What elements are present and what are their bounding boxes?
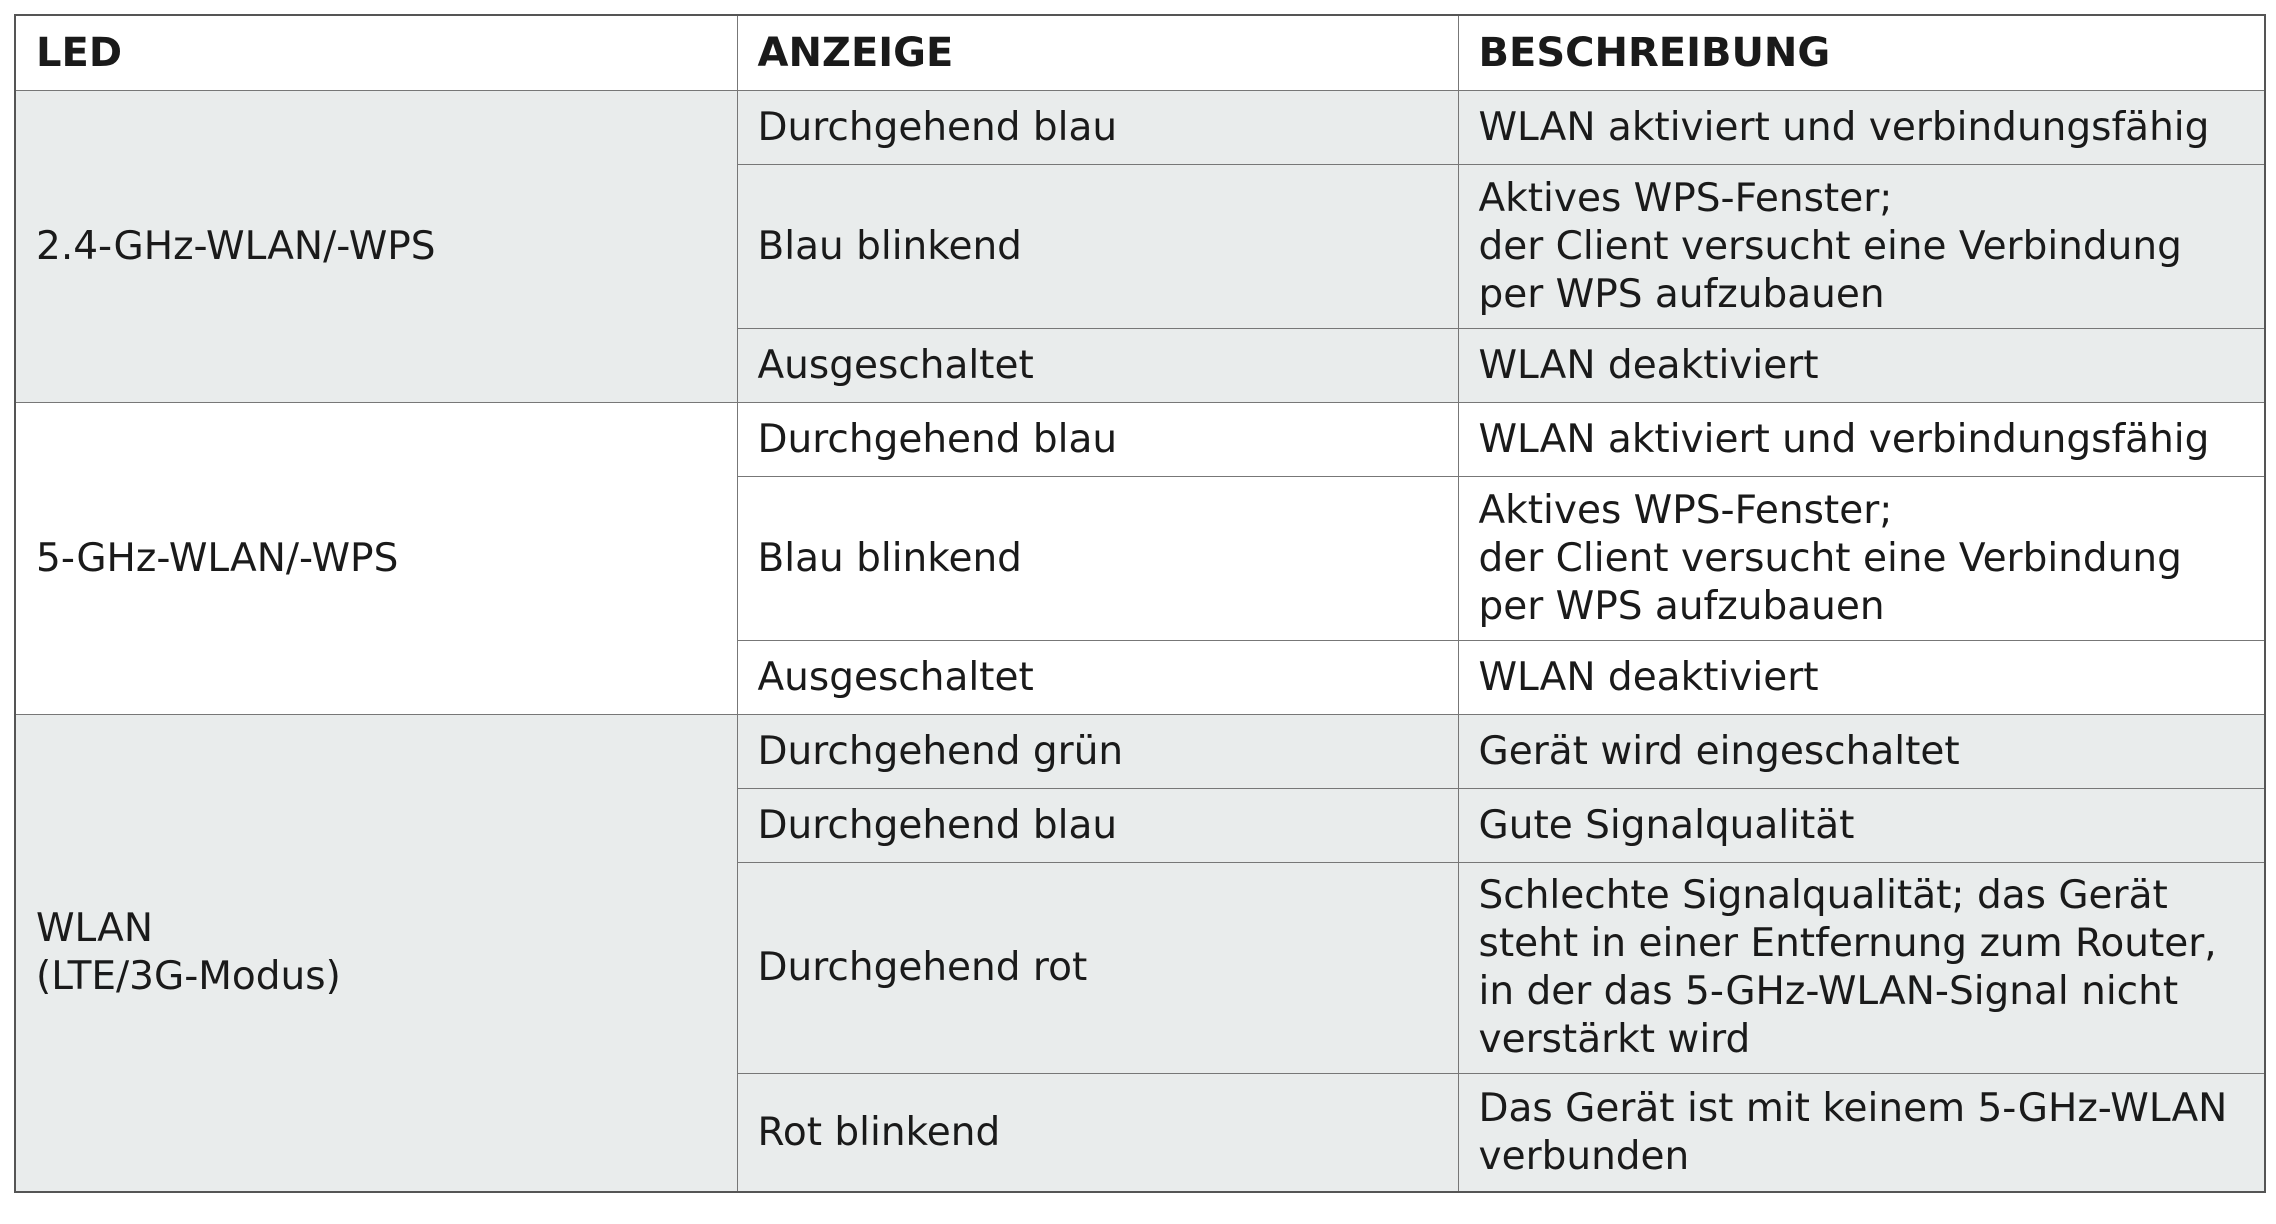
header-led: LED [15, 15, 737, 91]
header-anzeige: ANZEIGE [737, 15, 1458, 91]
anzeige-cell: Blau blinkend [737, 165, 1458, 329]
beschreibung-cell: Gute Signalqualität [1458, 789, 2265, 863]
header-beschreibung: BESCHREIBUNG [1458, 15, 2265, 91]
led-status-table [14, 14, 2266, 1193]
anzeige-cell: Durchgehend blau [737, 403, 1458, 477]
led-cell: WLAN (LTE/3G-Modus) [15, 715, 737, 1193]
beschreibung-cell: WLAN deaktiviert [1458, 329, 2265, 403]
anzeige-cell: Durchgehend grün [737, 715, 1458, 789]
led-cell: 2.4-GHz-WLAN/-WPS [15, 91, 737, 403]
anzeige-cell: Durchgehend blau [737, 91, 1458, 165]
anzeige-cell: Ausgeschaltet [737, 641, 1458, 715]
anzeige-cell: Rot blinkend [737, 1074, 1458, 1193]
led-cell: 5-GHz-WLAN/-WPS [15, 403, 737, 715]
beschreibung-cell: WLAN deaktiviert [1458, 641, 2265, 715]
beschreibung-cell: Das Gerät ist mit keinem 5-GHz-WLAN verbunden [1458, 1074, 2265, 1193]
beschreibung-cell: Aktives WPS-Fenster; der Client versucht eine Verbindung per WPS aufzubauen [1458, 477, 2265, 641]
table-row [15, 715, 2265, 789]
table-header-row [15, 15, 2265, 91]
beschreibung-cell: WLAN aktiviert und verbindungsfähig [1458, 91, 2265, 165]
anzeige-cell: Durchgehend blau [737, 789, 1458, 863]
beschreibung-cell: Aktives WPS-Fenster; der Client versucht eine Verbindung per WPS aufzubauen [1458, 165, 2265, 329]
table-row [15, 403, 2265, 477]
table-row [15, 91, 2265, 165]
anzeige-cell: Ausgeschaltet [737, 329, 1458, 403]
anzeige-cell: Durchgehend rot [737, 863, 1458, 1074]
beschreibung-cell: Schlechte Signalqualität; das Gerät steht in einer Entfernung zum Router, in der das 5-GHz-WLAN-Signal nicht verstärkt wird [1458, 863, 2265, 1074]
beschreibung-cell: Gerät wird eingeschaltet [1458, 715, 2265, 789]
anzeige-cell: Blau blinkend [737, 477, 1458, 641]
beschreibung-cell: WLAN aktiviert und verbindungsfähig [1458, 403, 2265, 477]
